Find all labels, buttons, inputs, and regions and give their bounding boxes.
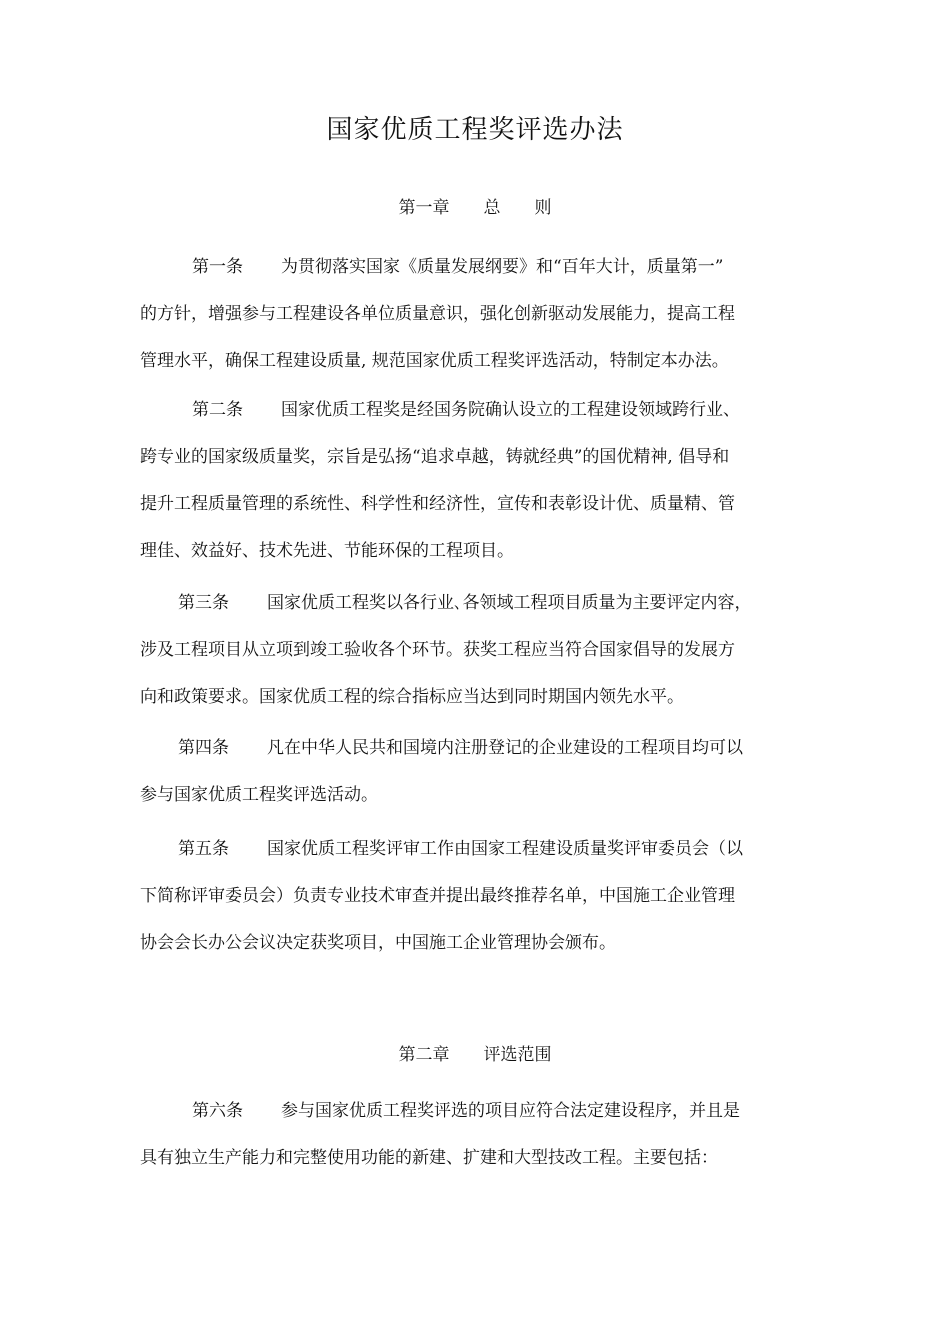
article-line: 理佳、效益好、技术先进、节能环保的工程项目。 [140,541,514,561]
article-line: 为贯彻落实国家《质量发展纲要》和“百年大计，质量第一” [281,257,724,277]
article-line: 具有独立生产能力和完整使用功能的新建、扩建和大型技改工程。主要包括： [140,1148,718,1168]
article-3 [140,580,812,721]
article-label: 第五条 [178,839,229,859]
article-label: 第三条 [178,593,229,613]
article-line: 向和政策要求。国家优质工程的综合指标应当达到同时期国内领先水平。 [140,687,684,707]
article-line: 参与国家优质工程奖评选活动。 [140,785,378,805]
chapter-1-heading [0,193,950,223]
chapter-name: 评选范围 [483,1045,552,1065]
article-line: 国家优质工程奖以各行业､各领域工程项目质量为主要评定内容， [267,593,752,613]
chapter-name-part: 则 [534,198,552,218]
article-line: 协会会长办公会议决定获奖项目，中国施工企业管理协会颁布。 [140,933,616,953]
article-label: 第二条 [192,400,243,420]
article-line: 管理水平，确保工程建设质量, 规范国家优质工程奖评选活动，特制定本办法。 [140,351,729,371]
article-label: 第六条 [192,1101,243,1121]
article-4 [140,725,812,819]
chapter-number: 第一章 [398,198,450,218]
article-2 [140,387,812,575]
chapter-name-part: 总 [483,198,501,218]
article-line: 下简称评审委员会）负责专业技术审查并提出最终推荐名单，中国施工企业管理 [140,886,735,906]
article-line: 国家优质工程奖是经国务院确认设立的工程建设领域跨行业、 [281,400,740,420]
article-line: 凡在中华人民共和国境内注册登记的企业建设的工程项目均可以 [267,738,743,758]
article-label: 第四条 [178,738,229,758]
article-line: 参与国家优质工程奖评选的项目应符合法定建设程序，并且是 [281,1101,740,1121]
chapter-2-heading [0,1040,950,1070]
article-line: 涉及工程项目从立项到竣工验收各个环节。获奖工程应当符合国家倡导的发展方 [140,640,735,660]
article-line: 跨专业的国家级质量奖，宗旨是弘扬“追求卓越，铸就经典”的国优精神, 倡导和 [140,447,730,467]
article-line: 国家优质工程奖评审工作由国家工程建设质量奖评审委员会（以 [267,839,743,859]
article-6 [140,1088,812,1182]
article-label: 第一条 [192,257,243,277]
chapter-number: 第二章 [398,1045,450,1065]
document-title: 国家优质工程奖评选办法 [326,115,624,145]
article-line: 的方针，增强参与工程建设各单位质量意识，强化创新驱动发展能力，提高工程 [140,304,735,324]
article-line: 提升工程质量管理的系统性、科学性和经济性，宣传和表彰设计优、质量精、管 [140,494,735,514]
article-5 [140,826,812,967]
article-1 [140,244,812,385]
